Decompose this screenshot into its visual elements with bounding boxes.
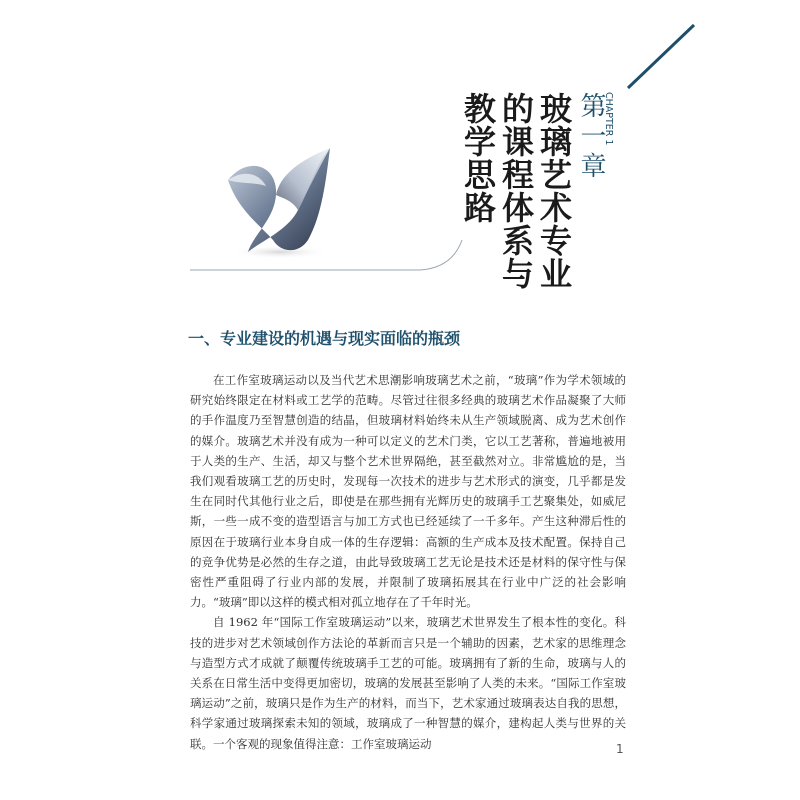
chapter-label-en: CHAPTER 1 [603, 92, 614, 146]
body-paragraph-1: 在工作室玻璃运动以及当代艺术思潮影响玻璃艺术之前，“玻璃”作为学术领域的研究始终限定在材料或工艺学的范畴。尽管过往很多经典的玻璃艺术作品凝聚了大师的手作温度乃至智慧创造的结晶，但玻璃材料始终未从生产领域脱离、成为艺术创作的媒介。玻璃艺术并没有成为一种可以定义的艺术门类，它以工艺著称，普遍地被用于人类的生产、生活，却又与整个艺术世界隔绝，甚至截然对立。非常尴尬的是，当我们观看玻璃工艺的历史时，发现每一次技术的进步与艺术形式的演变，几乎都是发生在同时代其他行业之后，即使是在那些拥有光辉历史的玻璃手工艺聚集处，如威尼斯，一些一成不变的造型语言与加工方式也已经延续了一千多年。产生这种滞后性的原因在于玻璃行业本身自成一体的生存逻辑：高额的生产成本及技术配置。保持自己的竞争优势是必然的生存之道，由此导致玻璃工艺无论是技术还是材料的保守性与保密性严重阻碍了行业内部的发展，并限制了玻璃拓展其在行业中广泛的社会影响力。“玻璃”即以这样的模式相对孤立地存在了千年时光。 [190, 373, 626, 610]
body-paragraph-2: 自 1962 年“国际工作室玻璃运动”以来，玻璃艺术世界发生了根本性的变化。科技的进步对艺术领域创作方法论的革新而言只是一个辅助的因素，艺术家的思维理念与造型方式才成就了颠覆传统玻璃手工艺的可能。玻璃拥有了新的生命，玻璃与人的关系在日常生活中变得更加密切，玻璃的发展甚至影响了人类的未来。“国际工作室玻璃运动”之前，玻璃只是作为生产的材料，而当下，艺术家通过玻璃表达自我的思想，科学家通过玻璃探索未知的领域，玻璃成了一种智慧的媒介，建构起人类与世界的关联。一个客观的现象值得注意：工作室玻璃运动 [190, 615, 626, 751]
chapter-title-line-3: 教学思路 [459, 92, 497, 224]
diagonal-accent-line [628, 25, 694, 88]
section-heading: 一、专业建设的机遇与现实面临的瓶颈 [188, 329, 461, 348]
chapter-title-line-2: 的课程体系与 [497, 92, 535, 290]
glass-sculpture-image [218, 140, 348, 270]
page-number: 1 [616, 742, 624, 756]
body-text [190, 370, 626, 754]
chapter-label-cn: 第一章 [576, 92, 606, 182]
chapter-title-line-1: 玻璃艺术专业 [535, 92, 573, 290]
